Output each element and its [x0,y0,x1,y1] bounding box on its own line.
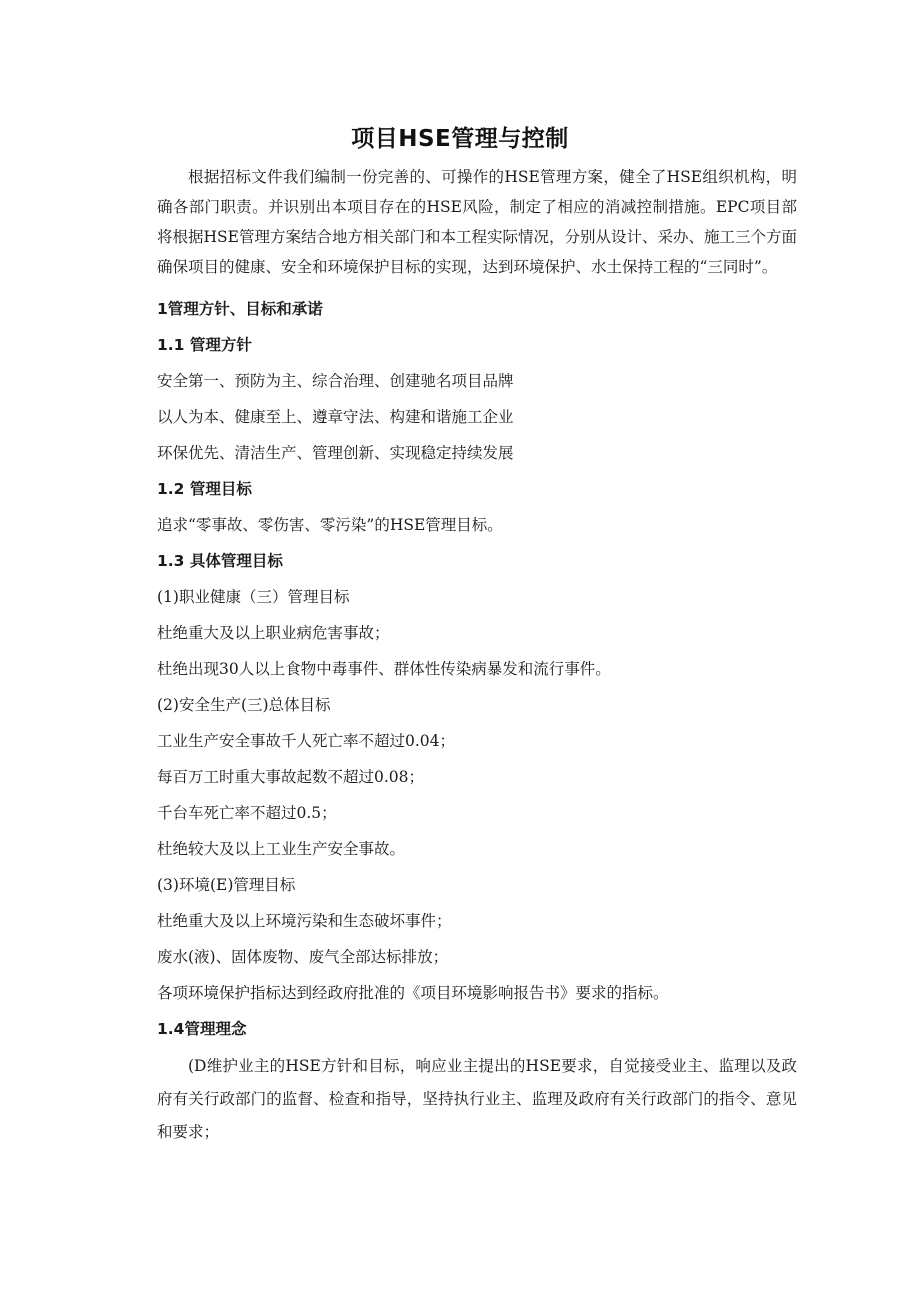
policy-item: 以人为本、健康至上、遵章守法、构建和谐施工企业 [157,408,514,426]
target-item: (1)职业健康（三）管理目标 [157,588,350,606]
target-item: 各项环境保护指标达到经政府批准的《项目环境影响报告书》要求的指标。 [157,984,669,1002]
target-item: 工业生产安全事故千人死亡率不超过0.04； [157,732,456,750]
target-item: 杜绝较大及以上工业生产安全事故。 [157,840,406,858]
policy-item: 环保优先、清洁生产、管理创新、实现稳定持续发展 [157,444,514,462]
target-item: 杜绝重大及以上职业病危害事故； [157,624,390,642]
target-item: (3)环境(E)管理目标 [157,876,296,894]
section-1-4-heading: 1.4管理理念 [157,1020,247,1038]
policy-item: 安全第一、预防为主、综合治理、创建驰名项目品牌 [157,372,514,390]
target-item: 每百万工时重大事故起数不超过0.08； [157,768,425,786]
philosophy-paragraph: (D维护业主的HSE方针和目标，响应业主提出的HSE要求，自觉接受业主、监理以及政府有关行政部门的监督、检查和指导，坚持执行业主、监理及政府有关行政部门的指令、意见和要求； [157,1057,797,1141]
section-1-2-heading: 1.2 管理目标 [157,480,252,498]
document-body [157,162,797,1149]
section-1-3-heading: 1.3 具体管理目标 [157,552,283,570]
goal-text: 追求“零事故、零伤害、零污染”的HSE管理目标。 [157,516,503,534]
document-title: 项目HSE管理与控制 [351,126,569,152]
target-item: 千台车死亡率不超过0.5； [157,804,337,822]
intro-paragraph: 根据招标文件我们编制一份完善的、可操作的HSE管理方案，健全了HSE组织机构，明确各部门职责。并识别出本项目存在的HSE风险，制定了相应的消减控制措施。EPC项目部将根据HSE管理方案结合地方相关部门和本工程实际情况，分别从设计、采办、施工三个方面确保项目的健康、安全和环境保护目标的实现，达到环境保护、水土保持工程的“三同时”。 [157,168,797,276]
target-item: 杜绝重大及以上环境污染和生态破坏事件； [157,912,452,930]
target-item: 废水(液)、固体废物、废气全部达标排放； [157,948,449,966]
section-1-1-heading: 1.1 管理方针 [157,336,252,354]
target-item: 杜绝出现30人以上食物中毒事件、群体性传染病暴发和流行事件。 [157,660,611,678]
target-item: (2)安全生产(三)总体目标 [157,696,331,714]
section-1-heading: 1管理方针、目标和承诺 [157,300,323,318]
spacer [157,282,797,294]
